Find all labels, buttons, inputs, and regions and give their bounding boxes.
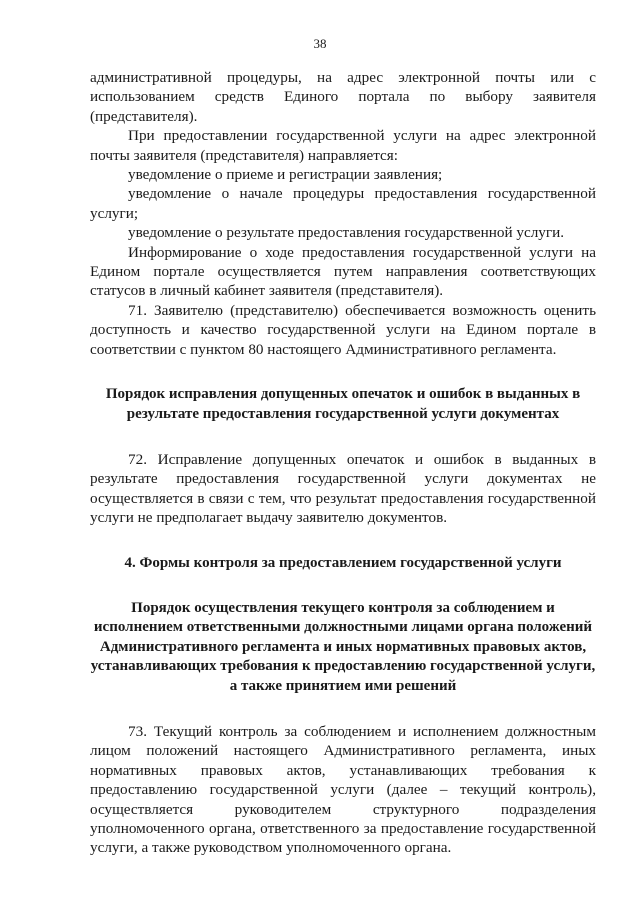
- heading-typo-correction: Порядок исправления допущенных опечаток и ошибок в выданных в результате предоставления государственной услуги документах: [105, 386, 581, 422]
- paragraph-portal-status-info: Информирование о ходе предоставления государственной услуги на Едином портале осуществляется путем направления соответствующих статусов в личный кабинет заявителя (представителя).: [90, 243, 596, 300]
- paragraph-procedure-continuation: административной процедуры, на адрес электронной почты или с использованием средств Единого портала по выбору заявителя (представителя).: [90, 69, 596, 125]
- heading-section-4: 4. Формы контроля за предоставлением государственной услуги: [124, 554, 562, 571]
- paragraph-email-notifications: При предоставлении государственной услуги на адрес электронной почты заявителя (представителя) направляется:: [90, 127, 596, 164]
- list-item-start-notice: уведомление о начале процедуры предоставления государственной услуги;: [90, 185, 596, 222]
- paragraph-71: 71. Заявителю (представителю) обеспечивается возможность оценить доступность и качество государственной услуги на Едином портале в соответствии с пунктом 80 настоящего Административного регламента.: [90, 301, 596, 358]
- page-content: [90, 68, 596, 858]
- page-number: 38: [313, 36, 327, 51]
- paragraph-73: 73. Текущий контроль за соблюдением и исполнением должностным лицом положений настоящего Административного регламента, иных нормативных правовых актов, устанавливающих требования к предоставлению государственной услуги (далее – текущий контроль), осуществляется руководителем структурного подразделения уполномоченного органа, ответственного за предоставление государственной услуги, а также руководством уполномоченного органа.: [90, 722, 596, 857]
- paragraph-72: 72. Исправление допущенных опечаток и ошибок в выданных в результате предоставления государственной услуги документах не осуществляется в связи с тем, что результат предоставления государственной услуги не предполагает выдачу заявителю документов.: [90, 450, 596, 527]
- heading-current-control: Порядок осуществления текущего контроля за соблюдением и исполнением ответственными должностными лицами органа положений Административного регламента и иных нормативных правовых актов, устанавливающих требования к предоставлению государственной услуги, а также принятием ими решений: [90, 599, 596, 694]
- list-item-receipt-notice: уведомление о приеме и регистрации заявления;: [128, 166, 443, 184]
- list-item-result-notice: уведомление о результате предоставления государственной услуги.: [128, 224, 565, 242]
